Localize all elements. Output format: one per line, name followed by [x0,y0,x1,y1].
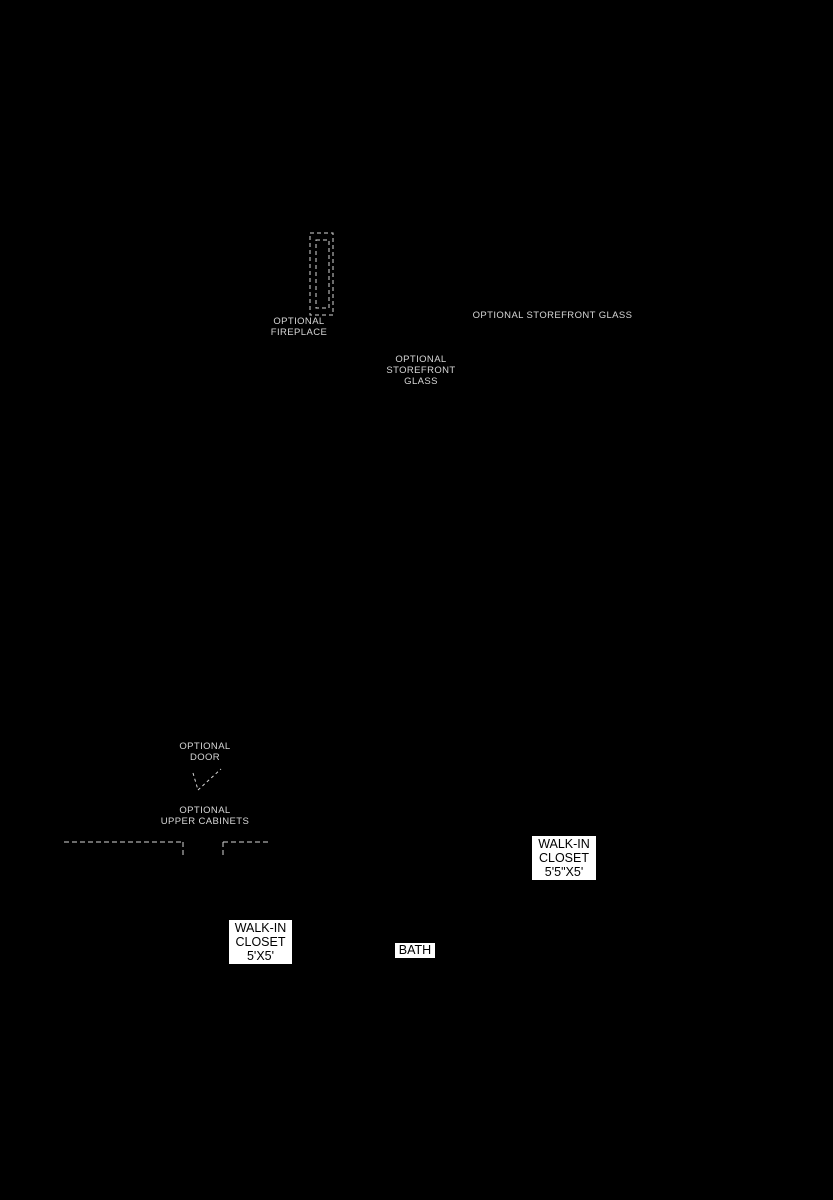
optional-storefront-glass-label: OPTIONAL STOREFRONT GLASS [472,310,633,321]
optional-fireplace-outline [310,233,333,315]
optional-upper-cabinets-line [64,842,270,856]
optional-storefront-glass-side-label: OPTIONAL STOREFRONT GLASS [386,354,456,387]
walk-in-closet-right-label: WALK-IN CLOSET 5'5"X5' [532,836,596,880]
optional-door-swing [193,769,221,790]
optional-fireplace-label: OPTIONAL FIREPLACE [270,316,328,338]
optional-door-label: OPTIONAL DOOR [179,741,231,763]
walk-in-closet-left-label: WALK-IN CLOSET 5'X5' [229,920,292,964]
optional-upper-cabinets-label: OPTIONAL UPPER CABINETS [160,805,250,827]
bath-label: BATH [395,943,435,958]
